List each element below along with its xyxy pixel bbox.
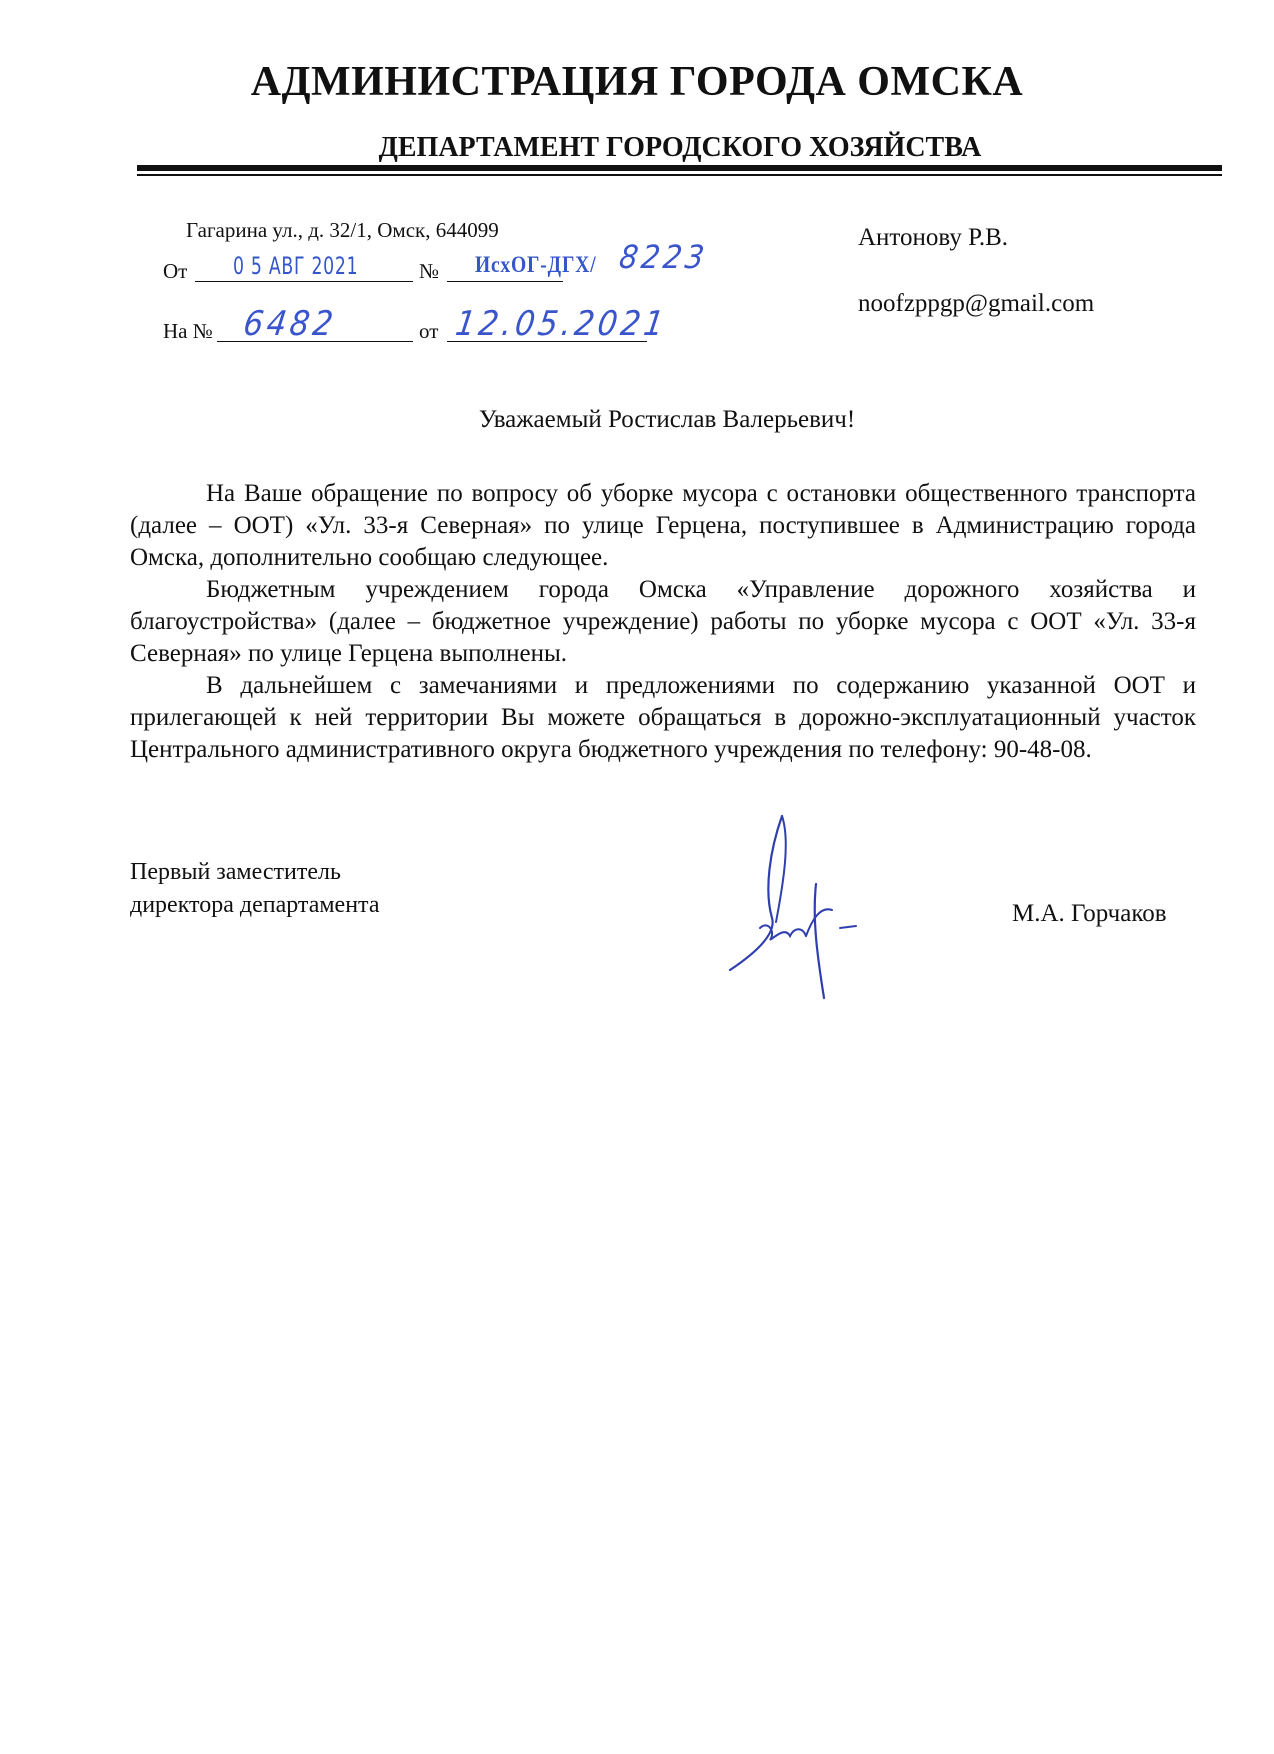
- number-handwritten: 8223: [617, 238, 711, 276]
- date-stamp: 0 5 АВГ 2021: [233, 252, 359, 280]
- organization-title: АДМИНИСТРАЦИЯ ГОРОДА ОМСКА: [250, 59, 1024, 105]
- from-date-line: [195, 281, 413, 282]
- reply-number-handwritten: 6482: [241, 304, 339, 344]
- body-paragraph: Бюджетным учреждением города Омска «Управление дорожного хозяйства и благоустройства» (далее – бюджетное учреждение) работы по уборке мусора с ООТ «Ул. 33-я Северная» по улице Герцена выполнены.: [130, 576, 1196, 667]
- salutation: Уважаемый Ростислав Валерьевич!: [478, 406, 856, 433]
- reply-date-label: от: [419, 319, 439, 343]
- recipient-email: noofzppgp@gmail.com: [858, 290, 1095, 317]
- number-stamp: ИсхОГ-ДГХ/: [475, 252, 597, 277]
- letter-body: [130, 478, 1196, 766]
- signer-name: М.А. Горчаков: [1012, 900, 1167, 927]
- body-paragraph: В дальнейшем с замечаниями и предложениями по содержанию указанной ООТ и прилегающей к ней территории Вы можете обращаться в дорожно-эксплуатационный участок Центрального административного округа бюджетного учреждения по телефону: 90-48-08.: [130, 672, 1196, 763]
- recipient-name: Антонову Р.В.: [858, 224, 1009, 251]
- signer-position-line: Первый заместитель: [130, 859, 341, 885]
- header-rule-thick: [137, 165, 1222, 171]
- sender-address: Гагарина ул., д. 32/1, Омск, 644099: [186, 218, 499, 242]
- body-paragraph: На Ваше обращение по вопросу об уборке мусора с остановки общественного транспорта (далее – ООТ) «Ул. 33-я Северная» по улице Герцена, поступившее в Администрацию города Омска, дополнительно сообщаю следующее.: [130, 480, 1196, 571]
- department-title: ДЕПАРТАМЕНТ ГОРОДСКОГО ХОЗЯЙСТВА: [378, 132, 982, 163]
- reply-date-handwritten: 12.05.2021: [453, 304, 670, 344]
- signer-position-line: директора департамента: [130, 892, 380, 918]
- number-line: [447, 281, 563, 282]
- header-rule-thin: [137, 174, 1222, 176]
- from-label: От: [163, 259, 188, 283]
- number-label: №: [419, 259, 440, 283]
- signer-position: [130, 856, 379, 922]
- handwritten-signature: [720, 810, 880, 1005]
- reply-registration-row: [163, 304, 723, 350]
- reply-number-label: На №: [163, 319, 213, 343]
- outgoing-registration-row: [163, 238, 723, 290]
